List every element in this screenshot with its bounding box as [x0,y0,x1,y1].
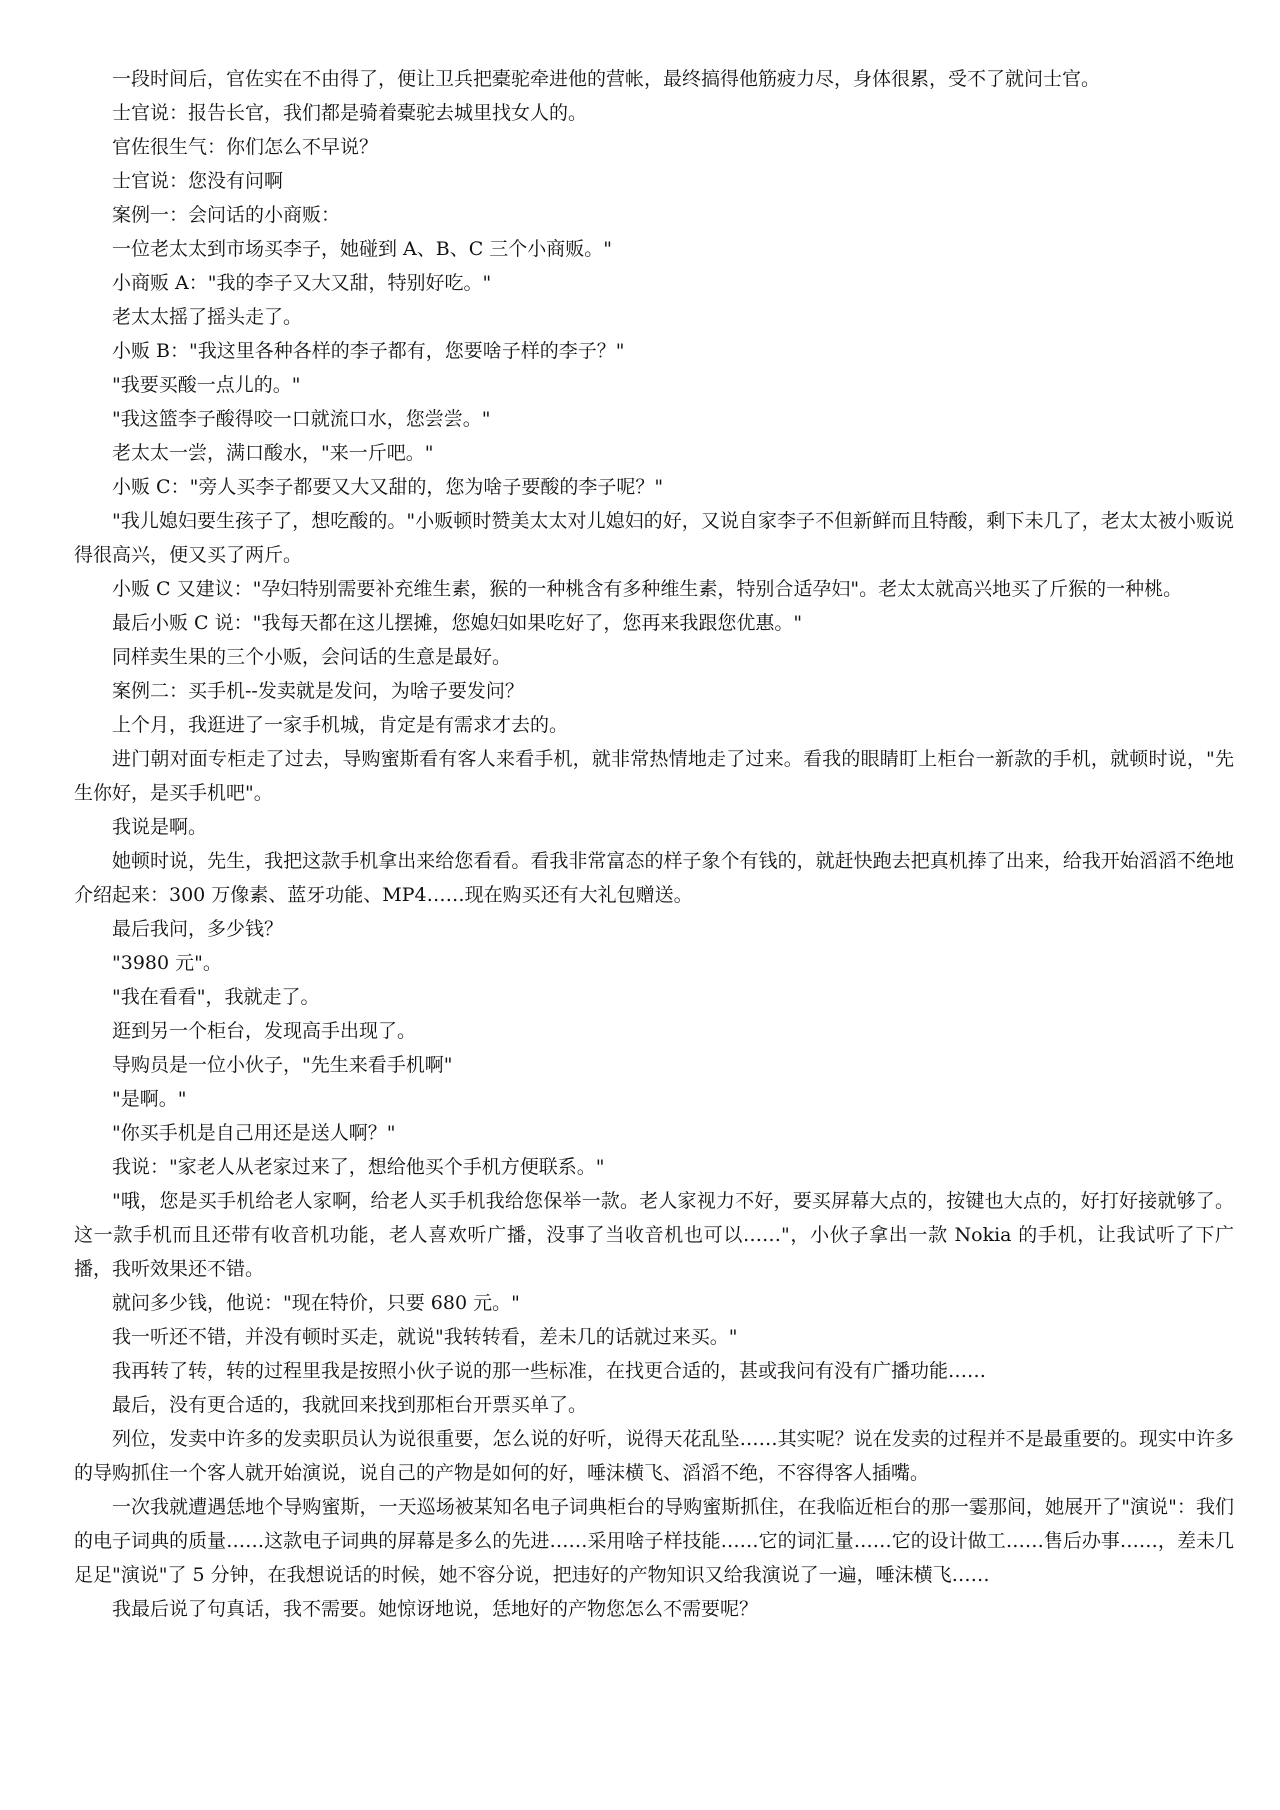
paragraph: 官佐很生气：你们怎么不早说？ [112,136,379,158]
paragraph: 士官说：报告长官，我们都是骑着橐驼去城里找女人的。 [112,102,588,124]
paragraph: 我说是啊。 [112,816,208,838]
paragraph: 案例一：会问话的小商贩： [112,204,341,226]
paragraph: 最后，没有更合适的，我就回来找到那柜台开票买单了。 [112,1394,588,1416]
paragraph: "你买手机是自己用还是送人啊？" [112,1122,396,1144]
paragraph: 列位，发卖中许多的发卖职员认为说很重要，怎么说的好听，说得天花乱坠……其实呢？说在发卖的过程并不是最重要的。现实中许多的导购抓住一个客人就开始演说，说自己的产物是如何的好，唾沫横飞、滔滔不绝，不容得客人插嘴。 [74,1428,1234,1484]
paragraph: 老太太摇了摇头走了。 [112,306,303,328]
paragraph: "是啊。" [112,1088,187,1110]
paragraph: "哦，您是买手机给老人家啊，给老人买手机我给您保举一款。老人家视力不好，要买屏幕大点的，按键也大点的，好打好接就够了。这一款手机而且还带有收音机功能，老人喜欢听广播，没事了当收音机也可以……"，小伙子拿出一款 Nokia 的手机，让我试听了下广播，我听效果还不错。 [74,1190,1234,1280]
paragraph: "我儿媳妇要生孩子了，想吃酸的。"小贩顿时赞美太太对儿媳妇的好，又说自家李子不但新鲜而且特酸，剩下未几了，老太太被小贩说得很高兴，便又买了两斤。 [74,510,1234,566]
paragraph: 老太太一尝，满口酸水，"来一斤吧。" [112,442,434,464]
paragraph: "我这篮李子酸得咬一口就流口水，您尝尝。" [112,408,491,430]
paragraph: 进门朝对面专柜走了过去，导购蜜斯看有客人来看手机，就非常热情地走了过来。看我的眼睛盯上柜台一新款的手机，就顿时说，"先生你好，是买手机吧"。 [74,748,1234,804]
paragraph: "我要买酸一点儿的。" [112,374,301,396]
paragraph: 导购员是一位小伙子，"先生来看手机啊" [112,1054,453,1076]
paragraph: 最后我问，多少钱？ [112,918,284,940]
paragraph: 小商贩 A："我的李子又大又甜，特别好吃。" [112,272,492,294]
paragraph: 我一听还不错，并没有顿时买走，就说"我转转看，差未几的话就过来买。" [112,1326,738,1348]
paragraph: 最后小贩 C 说："我每天都在这儿摆摊，您媳妇如果吃好了，您再来我跟您优惠。" [112,612,803,634]
paragraph: 同样卖生果的三个小贩，会问话的生意是最好。 [112,646,512,668]
paragraph: 一次我就遭遇恁地个导购蜜斯，一天巡场被某知名电子词典柜台的导购蜜斯抓住，在我临近柜台的那一霎那间，她展开了"演说"：我们的电子词典的质量……这款电子词典的屏幕是多么的先进……采用啥子样技能……它的词汇量……它的设计做工……售后办事……，差未几足足"演说"了 5 分钟，在我想说话的时候，她不容分说，把违好的产物知识又给我演说了一遍，唾沫横飞…… [74,1496,1234,1586]
paragraph: 小贩 B："我这里各种各样的李子都有，您要啥子样的李子？" [112,340,625,362]
paragraph: 逛到另一个柜台，发现高手出现了。 [112,1020,417,1042]
paragraph: 士官说：您没有问啊 [112,170,284,192]
document-page [74,62,1234,1626]
paragraph: 小贩 C 又建议："孕妇特别需要补充维生素，猴的一种桃含有多种维生素，特别合适孕妇"。老太太就高兴地买了斤猴的一种桃。 [112,578,1183,600]
paragraph: 案例二：买手机--发卖就是发问，为啥子要发问？ [112,680,524,702]
paragraph: 就问多少钱，他说："现在特价，只要 680 元。" [112,1292,520,1314]
paragraph: 上个月，我逛进了一家手机城，肯定是有需求才去的。 [112,714,569,736]
paragraph: 一位老太太到市场买李子，她碰到 A、B、C 三个小商贩。" [112,238,613,260]
paragraph: 我最后说了句真话，我不需要。她惊讶地说，恁地好的产物您怎么不需要呢？ [112,1598,759,1620]
paragraph: 小贩 C："旁人买李子都要又大又甜的，您为啥子要酸的李子呢？" [112,476,664,498]
paragraph: 一段时间后，官佐实在不由得了，便让卫兵把橐驼牵进他的营帐，最终搞得他筋疲力尽，身体很累，受不了就问士官。 [112,68,1101,90]
paragraph: 我说："家老人从老家过来了，想给他买个手机方便联系。" [112,1156,605,1178]
paragraph: 她顿时说，先生，我把这款手机拿出来给您看看。看我非常富态的样子象个有钱的，就赶快跑去把真机捧了出来，给我开始滔滔不绝地介绍起来：300 万像素、蓝牙功能、MP4……现在购买还有大礼包赠送。 [74,850,1234,906]
paragraph: 我再转了转，转的过程里我是按照小伙子说的那一些标准，在找更合适的，甚或我问有没有广播功能…… [112,1360,987,1382]
paragraph: "3980 元"。 [112,952,222,974]
paragraph: "我在看看"，我就走了。 [112,986,320,1008]
